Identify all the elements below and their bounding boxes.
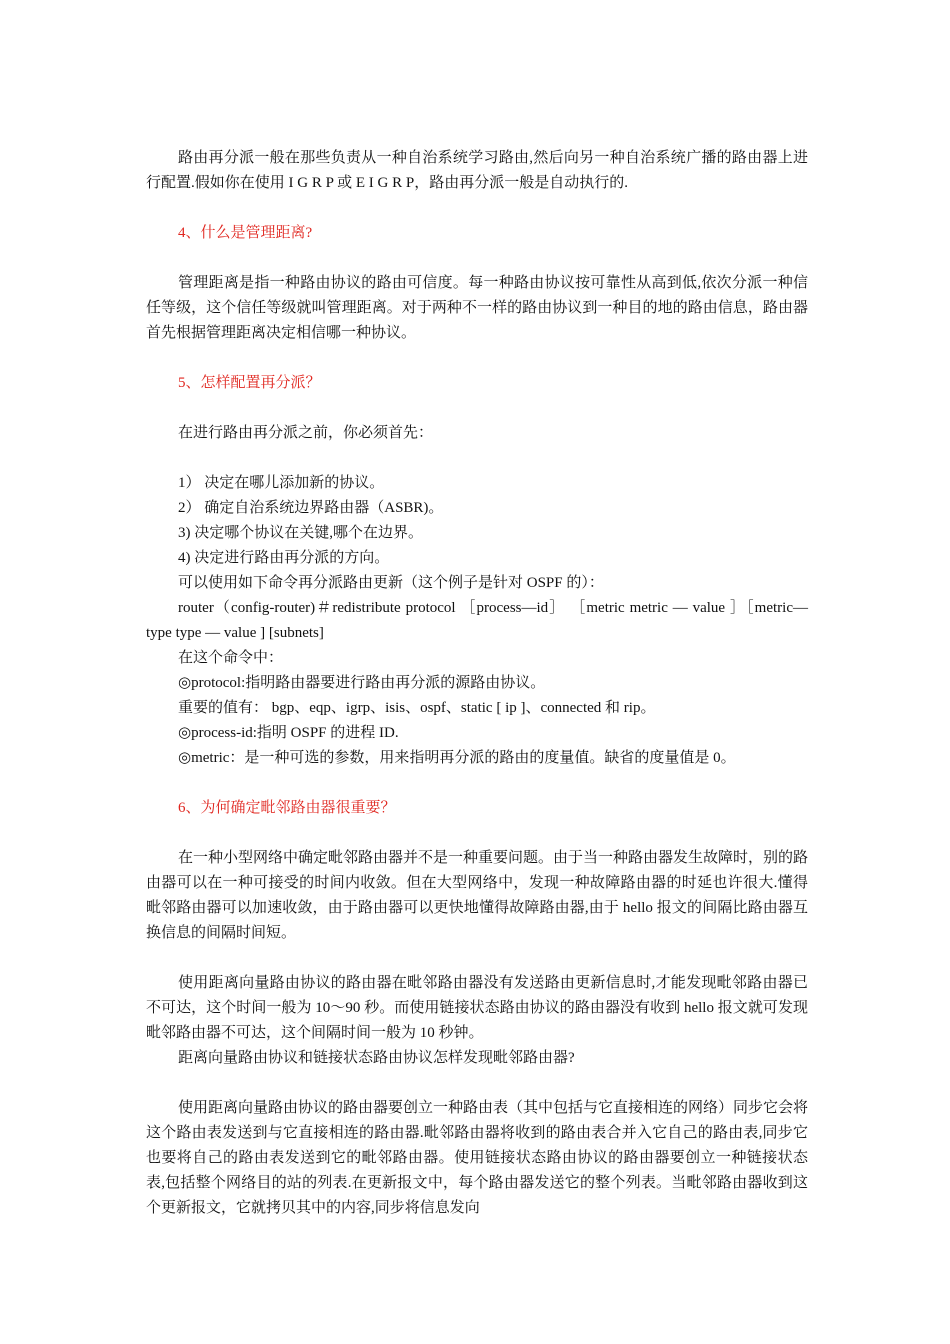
heading-configure-redistribution: 5、怎样配置再分派？ [178,375,321,391]
param-metric: ◎metric：是一种可选的参数，用来指明再分派的路由的度量值。缺省的度量值是 0。 [178,750,736,766]
paragraph-neighbor-detection-time: 使用距离向量路由协议的路由器在毗邻路由器没有发送路由更新信息时,才能发现毗邻路由器已不可达，这个时间一般为 10～90 秒。而使用链接状态路由协议的路由器没有收到 hello 报文就可发现毗邻路由器不可达，这个间隔时间一般为 10 秒钟。 [146,975,808,1041]
param-protocol-values: 重要的值有： bgp、eqp、igrp、isis、ospf、static [ ip ]、connected 和 rip。 [178,700,656,716]
paragraph-redistribution-intro: 路由再分派一般在那些负责从一种自治系统学习路由,然后向另一种自治系统广播的路由器上进行配置.假如你在使用 I G R P 或 E I G R P，路由再分派一般是自动执行的. [146,150,808,191]
list-item-4: 4) 决定进行路由再分派的方向。 [178,550,390,566]
heading-neighbor-routers: 6、为何确定毗邻路由器很重要？ [178,800,396,816]
command-intro: 可以使用如下命令再分派路由更新（这个例子是针对 OSPF 的）： [178,575,604,591]
paragraph-neighbor-importance: 在一种小型网络中确定毗邻路由器并不是一种重要问题。由于当一种路由器发生故障时，别的路由器可以在一种可接受的时间内收敛。但在大型网络中，发现一种故障路由器的时延也许很大.懂得毗邻路由器可以加速收敛，由于路由器可以更快地懂得故障路由器,由于 hello 报文的间隔比路由器互换信息的间隔时间短。 [146,850,809,941]
paragraph-before-redistribution: 在进行路由再分派之前，你必须首先： [178,425,434,441]
list-item-1: 1） 决定在哪儿添加新的协议。 [178,475,385,491]
command-explanation-intro: 在这个命令中： [178,650,284,666]
command-syntax: router（config-router)＃redistribute protocol ［process—id］ ［metric metric — value ］［metric—type type — value ] [subnets] [146,600,808,641]
document-body [146,146,808,1221]
param-process-id: ◎process-id:指明 OSPF 的进程 ID. [178,725,399,741]
param-protocol: ◎protocol:指明路由器要进行路由再分派的源路由协议。 [178,675,546,691]
paragraph-neighbor-discovery-question: 距离向量路由协议和链接状态路由协议怎样发现毗邻路由器? [178,1050,575,1066]
paragraph-admin-distance: 管理距离是指一种路由协议的路由可信度。每一种路由协议按可靠性从高到低,依次分派一种信任等级，这个信任等级就叫管理距离。对于两种不一样的路由协议到一种目的地的路由信息，路由器首先根据管理距离决定相信哪一种协议。 [146,275,808,341]
list-item-2: 2） 确定自治系统边界路由器（ASBR)。 [178,500,444,516]
heading-admin-distance: 4、什么是管理距离? [178,225,313,241]
paragraph-neighbor-discovery: 使用距离向量路由协议的路由器要创立一种路由表（其中包括与它直接相连的网络）同步它会将这个路由表发送到与它直接相连的路由器.毗邻路由器将收到的路由表合并入它自己的路由表,同步它也要将自己的路由表发送到它的毗邻路由器。使用链接状态路由协议的路由器要创立一种链接状态表,包括整个网络目的站的列表.在更新报文中，每个路由器发送它的整个列表。当毗邻路由器收到这个更新报文，它就拷贝其中的内容,同步将信息发向 [146,1100,809,1216]
list-item-3: 3) 决定哪个协议在关键,哪个在边界。 [178,525,423,541]
